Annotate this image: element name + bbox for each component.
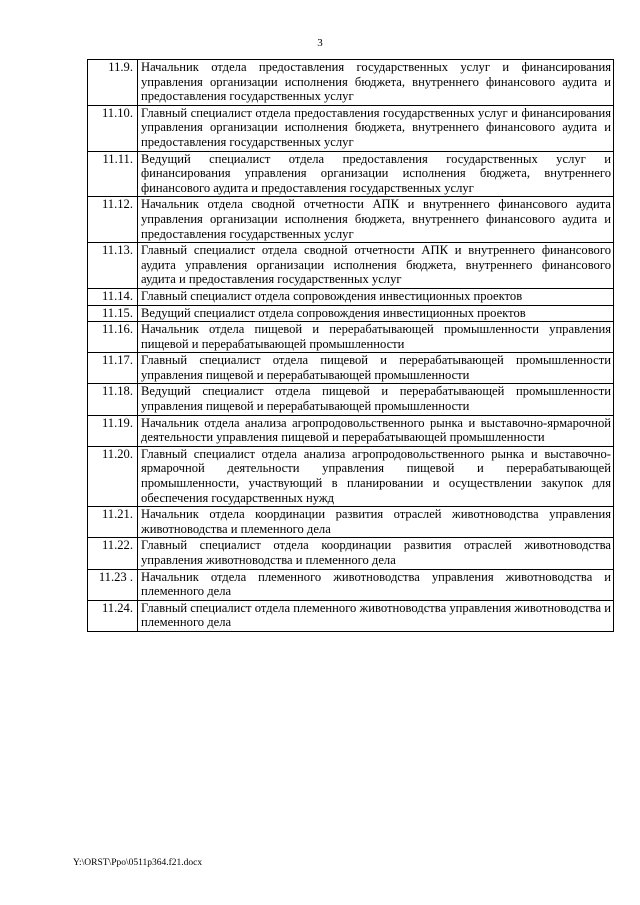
row-number: 11.16.	[88, 322, 138, 353]
row-number: 11.10.	[88, 105, 138, 151]
position-title: Начальник отдела координации развития отраслей животноводства управления животноводства и племенного дела	[138, 507, 614, 538]
position-title: Главный специалист отдела сопровождения инвестиционных проектов	[138, 288, 614, 305]
row-number: 11.15.	[88, 305, 138, 322]
positions-table	[87, 59, 614, 632]
row-number: 11.19.	[88, 415, 138, 446]
position-title: Начальник отдела племенного животноводства управления животноводства и племенного дела	[138, 569, 614, 600]
position-title: Главный специалист отдела сводной отчетности АПК и внутреннего финансового аудита управления организации исполнения бюджета, внутреннего финансового аудита и предоставления государственных услуг	[138, 243, 614, 289]
position-title: Главный специалист отдела предоставления государственных услуг и финансирования управления организации исполнения бюджета, внутреннего финансового аудита и предоставления государственных услуг	[138, 105, 614, 151]
table-row	[88, 415, 614, 446]
table-row	[88, 60, 614, 106]
table-row	[88, 569, 614, 600]
table-row	[88, 197, 614, 243]
page-number: 3	[317, 37, 323, 49]
row-number: 11.23 .	[88, 569, 138, 600]
row-number: 11.22.	[88, 538, 138, 569]
position-title: Ведущий специалист отдела сопровождения инвестиционных проектов	[138, 305, 614, 322]
position-title: Ведущий специалист отдела предоставления государственных услуг и финансирования управления организации исполнения бюджета, внутреннего финансового аудита и предоставления государственных услуг	[138, 151, 614, 197]
position-title: Главный специалист отдела анализа агропродовольственного рынка и выставочно-ярмарочной деятельности управления пищевой и перерабатывающей промышленности, участвующий в планировании и осуществлении закупок для обеспечения государственных нужд	[138, 446, 614, 506]
file-path-footer: Y:\ORST\Ppo\0511p364.f21.docx	[73, 858, 203, 868]
position-title: Главный специалист отдела координации развития отраслей животноводства управления животноводства и племенного дела	[138, 538, 614, 569]
table-row	[88, 600, 614, 631]
row-number: 11.11.	[88, 151, 138, 197]
table-body	[88, 60, 614, 632]
position-title: Начальник отдела анализа агропродовольственного рынка и выставочно-ярмарочной деятельности управления пищевой и перерабатывающей промышленности	[138, 415, 614, 446]
table-row	[88, 353, 614, 384]
table-row	[88, 538, 614, 569]
row-number: 11.9.	[88, 60, 138, 106]
table-row	[88, 105, 614, 151]
table-row	[88, 243, 614, 289]
row-number: 11.24.	[88, 600, 138, 631]
position-title: Главный специалист отдела пищевой и перерабатывающей промышленности управления пищевой и перерабатывающей промышленности	[138, 353, 614, 384]
table-row	[88, 151, 614, 197]
table-row	[88, 322, 614, 353]
row-number: 11.12.	[88, 197, 138, 243]
row-number: 11.17.	[88, 353, 138, 384]
table-row	[88, 384, 614, 415]
table-row	[88, 507, 614, 538]
row-number: 11.13.	[88, 243, 138, 289]
row-number: 11.14.	[88, 288, 138, 305]
row-number: 11.20.	[88, 446, 138, 506]
row-number: 11.21.	[88, 507, 138, 538]
position-title: Начальник отдела пищевой и перерабатывающей промышленности управления пищевой и перерабатывающей промышленности	[138, 322, 614, 353]
position-title: Начальник отдела сводной отчетности АПК и внутреннего финансового аудита управления организации исполнения бюджета, внутреннего финансового аудита и предоставления государственных услуг	[138, 197, 614, 243]
row-number: 11.18.	[88, 384, 138, 415]
table-row	[88, 305, 614, 322]
position-title: Ведущий специалист отдела пищевой и перерабатывающей промышленности управления пищевой и перерабатывающей промышленности	[138, 384, 614, 415]
position-title: Начальник отдела предоставления государственных услуг и финансирования управления организации исполнения бюджета, внутреннего финансового аудита и предоставления государственных услуг	[138, 60, 614, 106]
table-row	[88, 288, 614, 305]
table-row	[88, 446, 614, 506]
position-title: Главный специалист отдела племенного животноводства управления животноводства и племенного дела	[138, 600, 614, 631]
